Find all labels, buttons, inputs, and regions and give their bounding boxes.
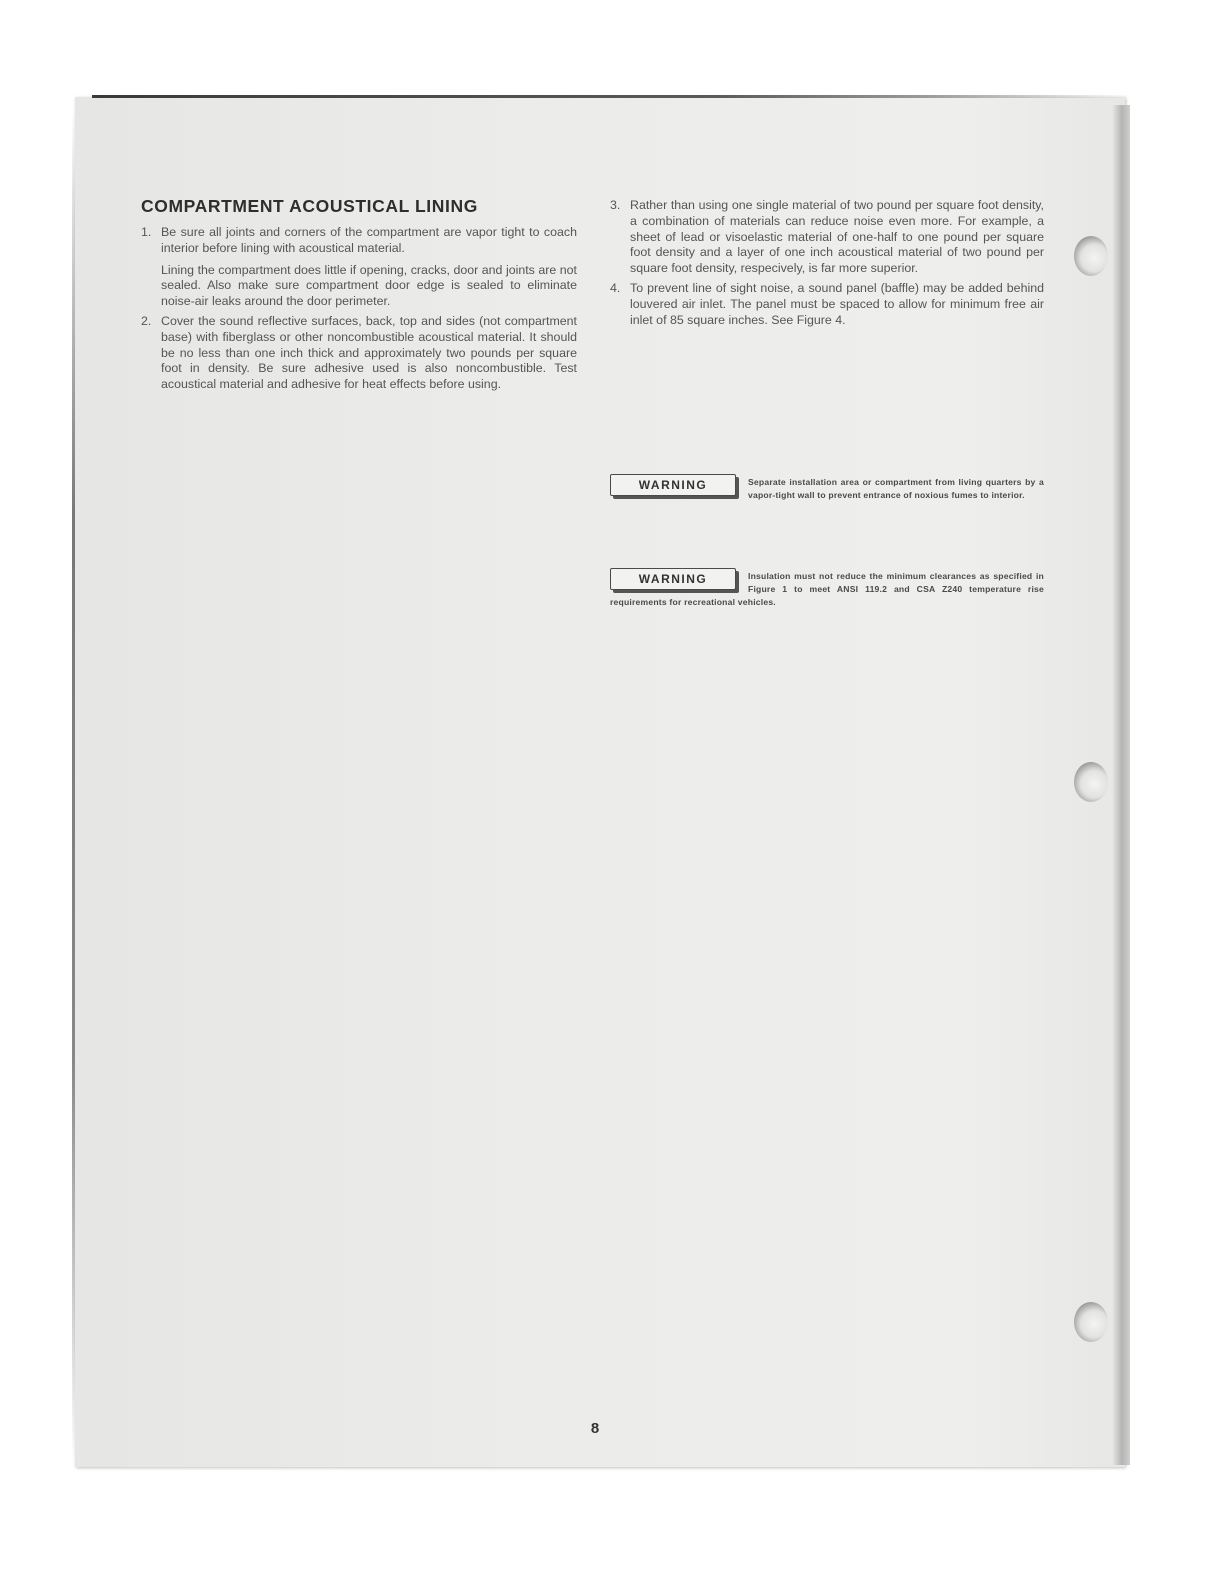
left-column <box>141 196 577 399</box>
section-heading: COMPARTMENT ACOUSTICAL LINING <box>141 196 478 216</box>
warning-block-1 <box>610 476 1044 502</box>
binder-hole-bottom <box>1074 1302 1108 1342</box>
page-right-shadow <box>1112 105 1130 1465</box>
list-item-number: 4. <box>610 280 621 295</box>
list-item-text: Be sure all joints and corners of the compartment are vapor tight to coach interior before lining with acoustical material. <box>161 225 577 255</box>
binder-hole-top <box>1074 236 1108 276</box>
right-column <box>610 198 1044 332</box>
warning-text: Separate installation area or compartment from living quarters by a vapor-tight wall to prevent entrance of noxious fumes to interior. <box>748 477 1044 500</box>
warning-label: WARNING <box>610 474 736 496</box>
page-number: 8 <box>590 1420 600 1437</box>
list-item-text: Cover the sound reflective surfaces, back, top and sides (not compartment base) with fiberglass or other noncombustible acoustical material. It should be no less than one inch thick and approximately two pounds per square foot in density. Be sure adhesive used is also noncombustible. Test acoustical material and adhesive for heat effects before using. <box>161 313 577 392</box>
list-item-text: Rather than using one single material of two pound per square foot density, a combination of materials can reduce noise even more. For example, a sheet of lead or visoelastic material of one-half to one pound per square foot density and a layer of one inch acoustical material of two pound per square foot density, respecively, is far more superior. <box>630 198 1044 276</box>
list-item-text: To prevent line of sight noise, a sound panel (baffle) may be added behind louvered air inlet. The panel must be spaced to allow for minimum free air inlet of 85 square inches. See Figure 4. <box>630 280 1044 327</box>
warning-label: WARNING <box>610 568 736 590</box>
list-item-4 <box>610 281 1044 328</box>
warning-text: Insulation must not reduce the minimum clearances as specified in Figure 1 to meet ANSI 119.2 and CSA Z240 temperature rise requirements for recreational vehicles. <box>610 571 1044 607</box>
list-item-2 <box>141 314 577 393</box>
page-top-edge <box>92 95 1132 98</box>
list-item-number: 1. <box>141 225 152 239</box>
warning-block-2 <box>610 570 1044 609</box>
list-item-1-subparagraph: Lining the compartment does little if opening, cracks, door and joints are not sealed. Also make sure compartment door edge is sealed to eliminate noise-air leaks around the door perimeter. <box>161 262 577 309</box>
list-item-number: 3. <box>610 198 621 212</box>
list-item-1 <box>141 225 577 257</box>
list-item-3 <box>610 198 1044 277</box>
list-item-number: 2. <box>141 313 152 328</box>
page-left-edge <box>72 110 75 1465</box>
binder-hole-middle <box>1074 762 1108 802</box>
